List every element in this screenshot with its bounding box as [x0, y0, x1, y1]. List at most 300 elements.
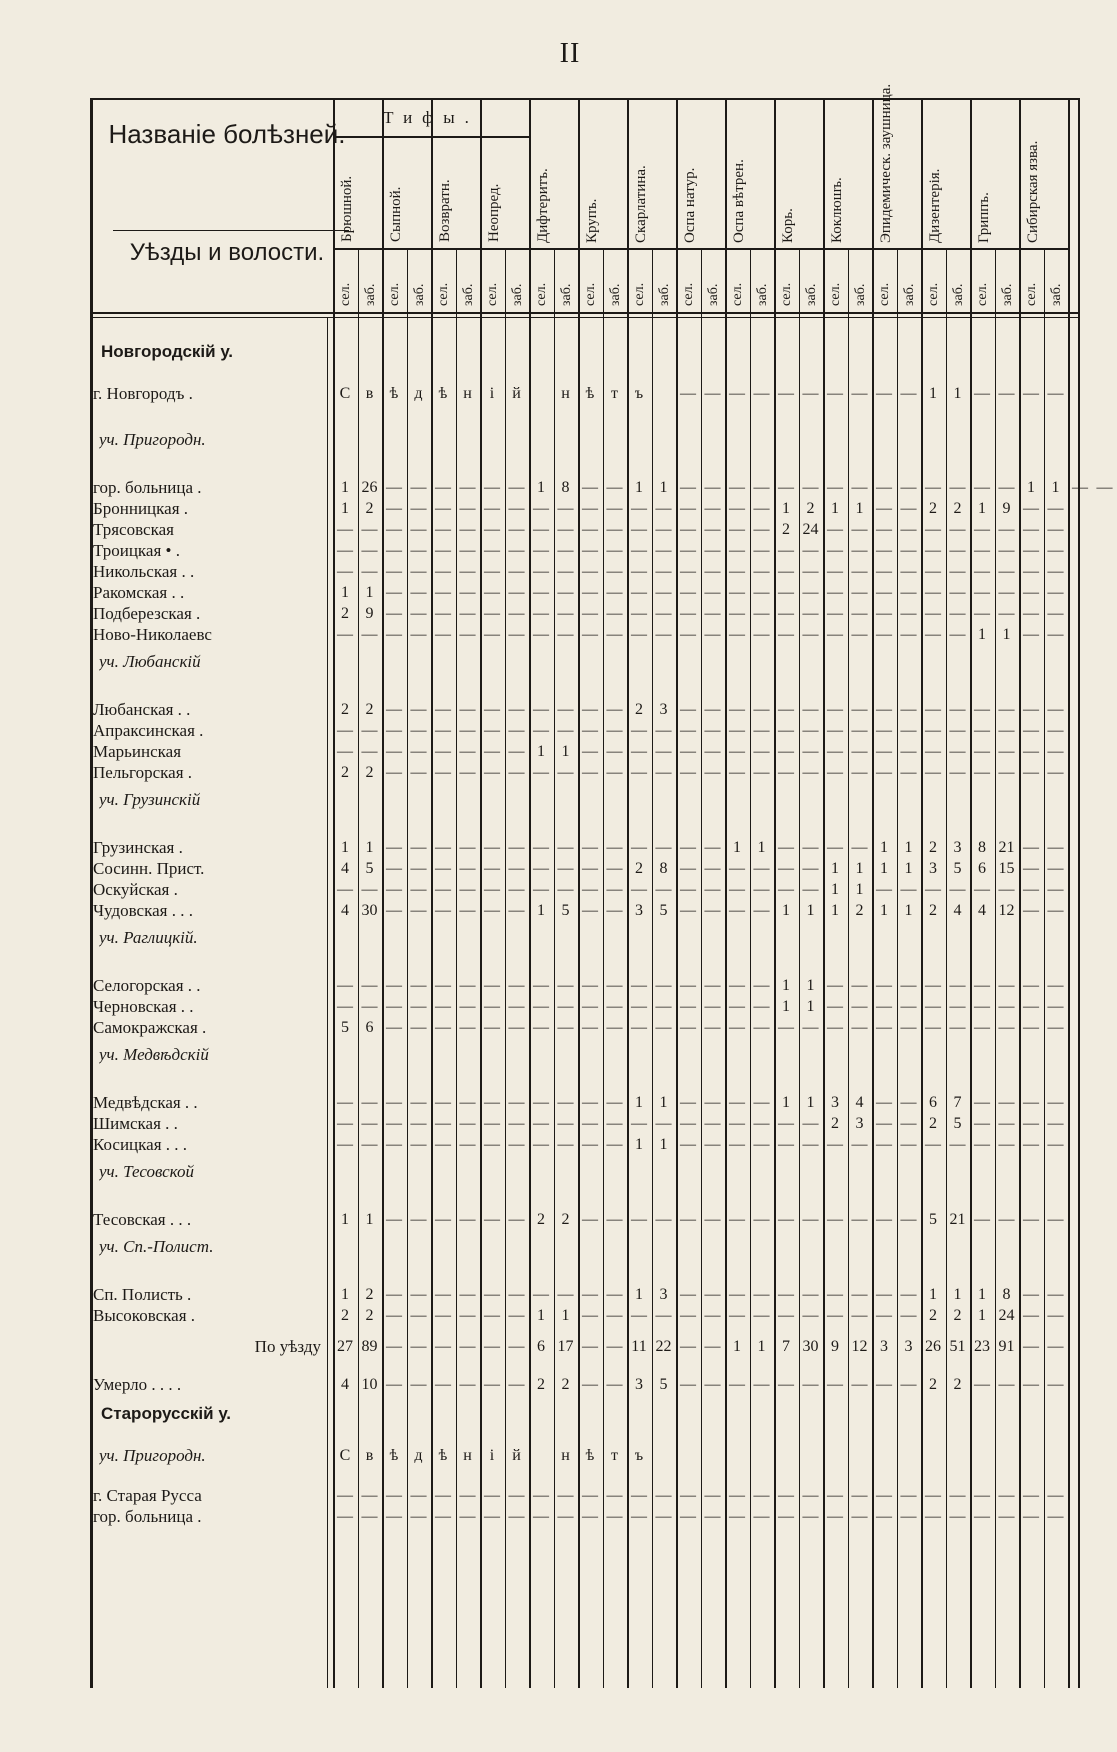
table-cell: 11	[631, 1338, 647, 1355]
table-cell: 1	[341, 500, 349, 517]
table-cell: —	[386, 743, 402, 760]
column-rule	[848, 248, 849, 1688]
table-cell: —	[631, 1487, 647, 1504]
table-cell: —	[655, 881, 672, 898]
table-cell: —	[827, 1487, 843, 1504]
table-cell: —	[582, 1307, 598, 1324]
table-cell: —	[998, 701, 1015, 718]
table-cell: —	[900, 701, 917, 718]
table-cell: —	[484, 1286, 500, 1303]
table-cell: —	[582, 1019, 598, 1036]
table-cell: —	[386, 1136, 402, 1153]
table-cell: 1	[904, 860, 913, 877]
row-label: Никольская . .	[93, 562, 195, 581]
table-cell: 6	[537, 1338, 545, 1355]
table-cell: 26	[361, 479, 378, 496]
table-cell: —	[435, 1307, 451, 1324]
table-cell: —	[1047, 385, 1064, 402]
table-cell: —	[949, 1487, 966, 1504]
table-cell: 1	[1002, 626, 1011, 643]
table-cell: —	[876, 998, 892, 1015]
table-cell: —	[410, 1115, 427, 1132]
row-label: Сп. Полисть .	[93, 1285, 192, 1304]
table-cell: —	[729, 626, 745, 643]
table-cell: —	[337, 626, 353, 643]
table-cell: —	[753, 902, 770, 919]
table-cell: 1	[782, 500, 790, 517]
table-cell: —	[1023, 743, 1039, 760]
table-cell: —	[704, 1115, 721, 1132]
table-cell: 21	[949, 1211, 966, 1228]
table-cell: —	[631, 521, 647, 538]
table-cell: —	[680, 1338, 696, 1355]
table-cell: —	[900, 743, 917, 760]
table-cell: —	[508, 764, 525, 781]
table-cell: 1	[537, 479, 545, 496]
table-cell: —	[1047, 1376, 1064, 1393]
table-cell: —	[410, 977, 427, 994]
table-cell: —	[1023, 521, 1039, 538]
table-cell: —	[974, 743, 990, 760]
table-cell: —	[876, 1019, 892, 1036]
table-cell: —	[1047, 764, 1064, 781]
table-cell: 1	[537, 743, 545, 760]
table-cell: 1	[1051, 479, 1060, 496]
table-cell: —	[851, 521, 868, 538]
table-cell: —	[851, 542, 868, 559]
table-cell: —	[900, 1019, 917, 1036]
header-title: Названіе болѣзней.	[108, 119, 346, 149]
table-cell: —	[533, 764, 549, 781]
table-cell: —	[361, 998, 378, 1015]
table-cell: 2	[365, 500, 374, 517]
table-cell: —	[925, 1487, 941, 1504]
table-cell: —	[704, 605, 721, 622]
table-cell: —	[680, 1376, 696, 1393]
column-rule	[701, 248, 702, 1688]
table-cell: —	[459, 1094, 476, 1111]
table-cell: —	[410, 1376, 427, 1393]
table-cell: 2	[929, 1376, 937, 1393]
table-cell: —	[729, 902, 745, 919]
table-cell: —	[974, 479, 990, 496]
table-cell: —	[827, 977, 843, 994]
table-cell: —	[1047, 1286, 1064, 1303]
table-cell: —	[998, 881, 1015, 898]
table-cell: —	[484, 1307, 500, 1324]
table-cell: —	[974, 1487, 990, 1504]
table-cell: —	[386, 1094, 402, 1111]
sub-header-zab: заб.	[558, 283, 574, 306]
table-cell: —	[410, 998, 427, 1015]
table-cell: —	[851, 1019, 868, 1036]
column-title: Скарлатина.	[633, 165, 649, 243]
table-cell: —	[533, 1094, 549, 1111]
table-cell: —	[386, 839, 402, 856]
table-cell: —	[410, 626, 427, 643]
table-cell: —	[753, 860, 770, 877]
table-cell: —	[386, 860, 402, 877]
table-cell: —	[508, 998, 525, 1015]
table-cell: —	[484, 584, 500, 601]
sub-header-zab: заб.	[509, 283, 525, 306]
table-cell: —	[557, 1286, 574, 1303]
table-cell: —	[459, 626, 476, 643]
table-cell: —	[533, 605, 549, 622]
table-cell: 3	[929, 860, 937, 877]
table-cell: —	[361, 563, 378, 580]
note-letter: ѣ	[585, 1447, 595, 1464]
table-cell: —	[729, 1487, 745, 1504]
table-cell: —	[851, 743, 868, 760]
table-cell: —	[606, 563, 623, 580]
note-letter: й	[512, 1447, 521, 1464]
table-cell: —	[827, 521, 843, 538]
table-cell: —	[974, 605, 990, 622]
table-cell: —	[337, 1487, 353, 1504]
table-cell: —	[557, 1136, 574, 1153]
table-cell: —	[582, 1115, 598, 1132]
table-cell: —	[557, 998, 574, 1015]
table-cell: 2	[929, 1307, 937, 1324]
table-cell: —	[655, 743, 672, 760]
table-cell: —	[606, 500, 623, 517]
table-cell: —	[1023, 701, 1039, 718]
table-cell: 1	[341, 479, 349, 496]
table-cell: 1	[978, 1307, 986, 1324]
table-cell: —	[484, 1508, 500, 1525]
table-cell: —	[508, 902, 525, 919]
table-cell: —	[900, 1508, 917, 1525]
column-rule	[995, 248, 996, 1688]
table-cell: —	[778, 1307, 794, 1324]
note-letter: і	[489, 385, 495, 402]
table-cell: —	[900, 764, 917, 781]
table-cell: —	[435, 1211, 451, 1228]
table-cell: 1	[880, 860, 888, 877]
table-cell: —	[361, 743, 378, 760]
table-cell: —	[655, 1307, 672, 1324]
column-title: Гриппъ.	[976, 192, 992, 243]
sub-header-zab: заб.	[362, 283, 378, 306]
table-cell: —	[606, 1094, 623, 1111]
table-cell: —	[851, 1508, 868, 1525]
table-cell: —	[508, 743, 525, 760]
sub-header-zab: заб.	[852, 283, 868, 306]
note-letter: н	[463, 1447, 472, 1464]
table-cell: —	[606, 1019, 623, 1036]
table-cell: —	[655, 626, 672, 643]
table-cell: 2	[561, 1376, 570, 1393]
table-cell: —	[680, 1115, 696, 1132]
table-cell: —	[386, 626, 402, 643]
table-cell: —	[582, 563, 598, 580]
table-cell: —	[410, 722, 427, 739]
table-cell: —	[827, 1376, 843, 1393]
table-cell: —	[974, 584, 990, 601]
table-cell: —	[876, 542, 892, 559]
table-cell: —	[508, 1338, 525, 1355]
table-cell: —	[386, 584, 402, 601]
table-cell: 3	[635, 1376, 643, 1393]
table-cell: —	[508, 1487, 525, 1504]
table-cell: —	[778, 743, 794, 760]
note-letter: н	[561, 1447, 570, 1464]
table-cell: —	[925, 563, 941, 580]
table-cell: —	[582, 626, 598, 643]
table-cell: —	[851, 1211, 868, 1228]
table-cell: —	[998, 722, 1015, 739]
table-cell: —	[484, 881, 500, 898]
table-cell: —	[459, 1115, 476, 1132]
table-cell: —	[484, 626, 500, 643]
sub-header-sel: сел.	[681, 282, 696, 306]
table-cell: —	[778, 860, 794, 877]
table-cell: 2	[365, 1286, 374, 1303]
table-cell: —	[435, 1286, 451, 1303]
table-cell: 2	[929, 1115, 937, 1132]
table-cell: 1	[757, 839, 766, 856]
table-cell: —	[851, 584, 868, 601]
row-label: уч. Грузинскій	[99, 790, 201, 809]
column-rule	[1044, 248, 1045, 1688]
table-cell: —	[631, 1019, 647, 1036]
table-cell: —	[753, 1376, 770, 1393]
table-cell: —	[876, 500, 892, 517]
table-cell: 15	[998, 860, 1015, 877]
table-cell: 1	[831, 860, 839, 877]
sub-header-zab: заб.	[656, 283, 672, 306]
table-cell: —	[508, 479, 525, 496]
table-cell: —	[582, 1508, 598, 1525]
table-cell: —	[851, 722, 868, 739]
row-label: Черновская . .	[93, 997, 194, 1016]
table-cell: —	[459, 1376, 476, 1393]
table-cell: —	[459, 1019, 476, 1036]
table-cell: —	[753, 1487, 770, 1504]
table-cell: —	[484, 1338, 500, 1355]
table-cell: 6	[929, 1094, 937, 1111]
table-cell: —	[949, 998, 966, 1015]
table-cell: —	[557, 1508, 574, 1525]
table-cell: —	[361, 1094, 378, 1111]
table-cell: —	[484, 1487, 500, 1504]
sub-header-sel: сел.	[975, 282, 990, 306]
table-cell: —	[1047, 902, 1064, 919]
table-cell: 1	[757, 1338, 766, 1355]
table-cell: —	[778, 605, 794, 622]
table-cell: 4	[855, 1094, 864, 1111]
table-cell: —	[900, 1376, 917, 1393]
table-cell: —	[459, 743, 476, 760]
table-cell: —	[900, 521, 917, 538]
table-cell: 30	[802, 1338, 819, 1355]
table-cell: —	[778, 584, 794, 601]
column-rule	[505, 248, 506, 1688]
table-cell: —	[753, 881, 770, 898]
sub-header-sel: сел.	[877, 282, 892, 306]
table-cell: 7	[782, 1338, 790, 1355]
table-cell: —	[1023, 584, 1039, 601]
table-cell: 2	[929, 839, 937, 856]
table-cell: —	[900, 605, 917, 622]
table-cell: —	[1047, 839, 1064, 856]
table-cell: —	[459, 542, 476, 559]
table-cell: —	[753, 977, 770, 994]
table-cell: —	[410, 1211, 427, 1228]
table-cell: —	[582, 542, 598, 559]
table-cell: —	[729, 1115, 745, 1132]
table-cell: 1	[537, 902, 545, 919]
table-cell: —	[1047, 1115, 1064, 1132]
note-letter: в	[365, 1447, 374, 1464]
table-cell: —	[778, 1508, 794, 1525]
table-cell: —	[1023, 1286, 1039, 1303]
table-cell: —	[704, 839, 721, 856]
table-cell: —	[974, 1115, 990, 1132]
table-cell: —	[606, 1115, 623, 1132]
table-cell: —	[753, 1115, 770, 1132]
table-cell: 1	[659, 1094, 668, 1111]
table-cell: —	[582, 1286, 598, 1303]
table-cell: —	[998, 1487, 1015, 1504]
column-title: Оспа натур.	[682, 167, 698, 243]
table-cell: —	[1023, 605, 1039, 622]
table-cell: 5	[953, 860, 962, 877]
table-cell: —	[508, 584, 525, 601]
table-cell: —	[386, 764, 402, 781]
table-cell: —	[606, 1487, 623, 1504]
table-cell: —	[508, 1307, 525, 1324]
note-letter: ъ	[634, 1447, 644, 1464]
table-cell: —	[802, 1211, 819, 1228]
note-letter: ъ	[634, 385, 644, 402]
table-cell: 2	[953, 500, 962, 517]
table-cell: —	[337, 521, 353, 538]
table-cell: —	[582, 839, 598, 856]
table-cell: —	[998, 542, 1015, 559]
table-cell: —	[680, 839, 696, 856]
note-letter: в	[365, 385, 374, 402]
table-cell: —	[900, 1094, 917, 1111]
table-cell: —	[1023, 902, 1039, 919]
table-cell: —	[802, 701, 819, 718]
table-cell: —	[900, 479, 917, 496]
table-cell: —	[606, 977, 623, 994]
sub-header-zab: заб.	[803, 283, 819, 306]
table-cell: —	[484, 563, 500, 580]
table-cell: —	[655, 584, 672, 601]
table-cell: —	[753, 1136, 770, 1153]
table-cell: —	[435, 902, 451, 919]
table-cell: —	[998, 479, 1015, 496]
table-cell: —	[508, 1211, 525, 1228]
table-cell: —	[410, 743, 427, 760]
table-cell: —	[974, 1136, 990, 1153]
table-cell: —	[582, 722, 598, 739]
table-cell: —	[802, 563, 819, 580]
table-cell: —	[435, 521, 451, 538]
table-cell: —	[974, 521, 990, 538]
row-label: уч. Пригородн.	[99, 430, 206, 449]
table-cell: —	[778, 881, 794, 898]
table-cell: —	[974, 385, 990, 402]
table-cell: —	[386, 722, 402, 739]
table-cell: —	[974, 881, 990, 898]
table-cell: —	[680, 521, 696, 538]
table-cell: —	[729, 1136, 745, 1153]
table-cell: —	[484, 743, 500, 760]
row-label: гор. больница .	[93, 1507, 202, 1526]
table-cell: —	[410, 542, 427, 559]
table-cell: 30	[361, 902, 378, 919]
table-cell: 8	[659, 860, 668, 877]
table-cell: —	[410, 521, 427, 538]
table-cell: —	[582, 1211, 598, 1228]
table-cell: —	[851, 626, 868, 643]
table-cell: —	[484, 839, 500, 856]
table-cell: —	[606, 1286, 623, 1303]
row-label: уч. Пригородн.	[99, 1446, 206, 1465]
table-cell: 12	[998, 902, 1015, 919]
sub-header-zab: заб.	[705, 283, 721, 306]
table-cell: —	[655, 563, 672, 580]
table-cell: —	[582, 1376, 598, 1393]
table-cell: —	[533, 521, 549, 538]
table-cell: —	[778, 1286, 794, 1303]
row-label: Умерло . . . .	[93, 1375, 182, 1394]
table-cell: —	[851, 839, 868, 856]
table-cell: —	[704, 542, 721, 559]
table-cell: —	[1023, 1307, 1039, 1324]
table-cell: —	[508, 860, 525, 877]
table-cell: —	[802, 764, 819, 781]
table-cell: —	[508, 626, 525, 643]
table-cell: —	[729, 1094, 745, 1111]
table-cell: —	[484, 977, 500, 994]
table-cell: —	[900, 1307, 917, 1324]
table-cell: —	[680, 542, 696, 559]
table-cell: —	[802, 479, 819, 496]
table-cell: —	[998, 998, 1015, 1015]
table-cell: —	[680, 1094, 696, 1111]
note-letter: й	[512, 385, 521, 402]
table-cell: —	[802, 1508, 819, 1525]
table-cell: —	[606, 479, 623, 496]
table-cell: —	[557, 1487, 574, 1504]
table-cell: 1	[659, 479, 668, 496]
table-cell: —	[778, 626, 794, 643]
table-cell: —	[606, 521, 623, 538]
table-cell: —	[435, 1487, 451, 1504]
table-cell: —	[851, 605, 868, 622]
table-cell: —	[802, 1136, 819, 1153]
table-cell: —	[386, 1286, 402, 1303]
table-cell: —	[386, 977, 402, 994]
table-cell: —	[974, 1094, 990, 1111]
table-cell: 1	[904, 839, 913, 856]
table-cell: —	[508, 977, 525, 994]
table-cell: —	[704, 1136, 721, 1153]
table-cell: —	[998, 385, 1015, 402]
table-cell: —	[410, 605, 427, 622]
table-cell: 4	[978, 902, 986, 919]
table-cell: 4	[341, 902, 349, 919]
table-cell: —	[680, 1136, 696, 1153]
table-cell: —	[753, 626, 770, 643]
note-letter: д	[414, 1447, 423, 1464]
table-cell: —	[386, 500, 402, 517]
